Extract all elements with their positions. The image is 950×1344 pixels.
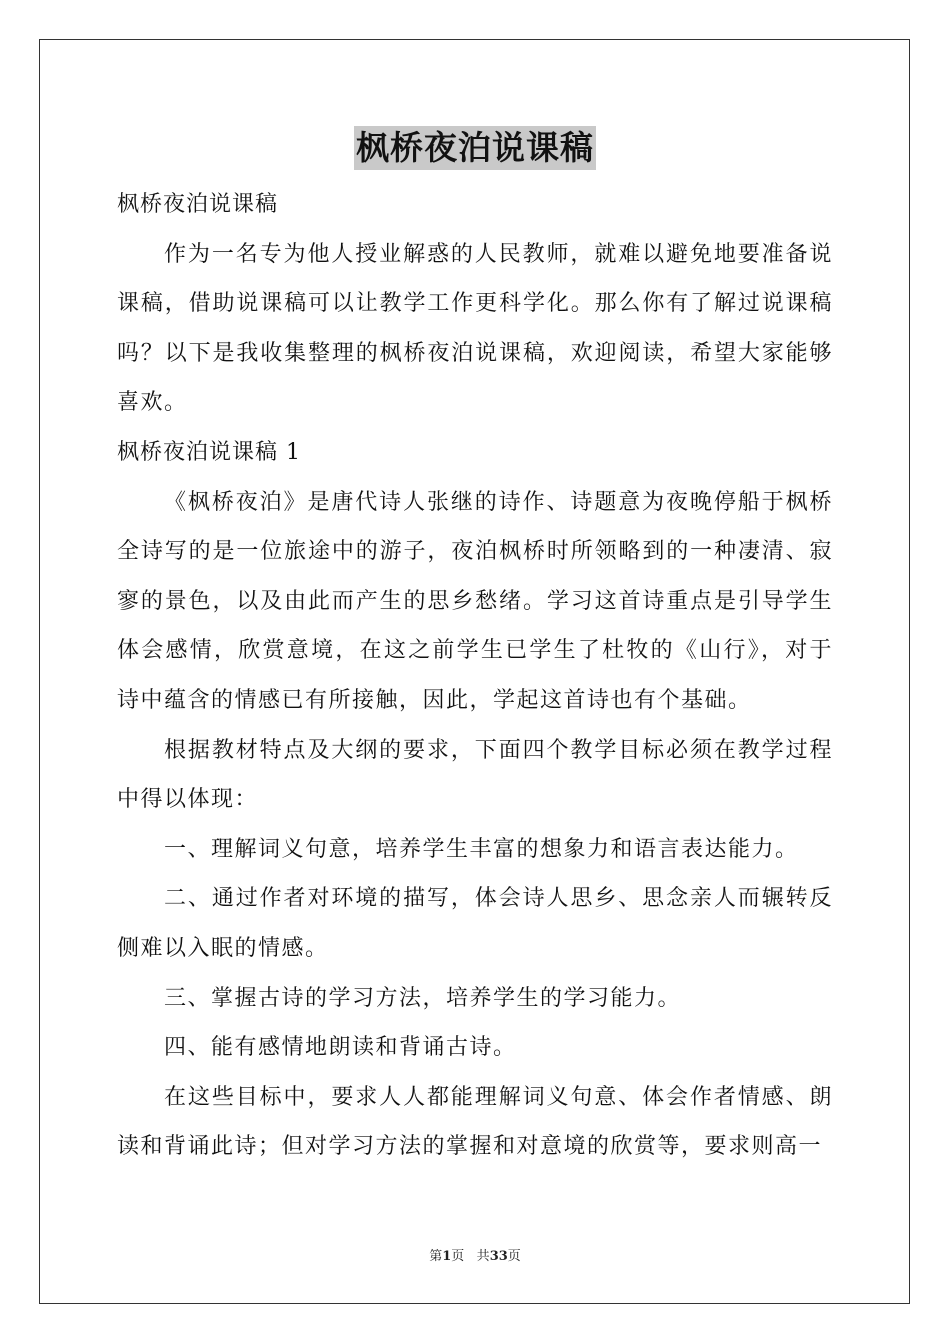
goal-item: 二、通过作者对环境的描写，体会诗人思乡、思念亲人而辗转反侧难以入眠的情感。 — [117, 886, 833, 961]
goal-item: 四、能有感情地朗读和背诵古诗。 — [164, 1035, 517, 1061]
goal-item: 一、理解词义句意，培养学生丰富的想象力和语言表达能力。 — [164, 836, 799, 862]
page-prefix: 第 — [429, 1249, 443, 1264]
page-suffix: 页 — [451, 1249, 465, 1264]
total-pages: 33 — [489, 1249, 508, 1264]
section-heading: 枫桥夜泊说课稿 1 — [117, 439, 301, 465]
subtitle-paragraph: 枫桥夜泊说课稿 — [117, 192, 279, 217]
title-wrapper — [0, 126, 950, 170]
intro-paragraph: 作为一名专为他人授业解惑的人民教师，就难以避免地要准备说课稿，借助说课稿可以让教学工作更科学化。那么你有了解过说课稿吗？以下是我收集整理的枫桥夜泊说课稿，欢迎阅读，希望大家能够喜欢。 — [117, 241, 833, 416]
paragraph: 根据教材特点及大纲的要求，下面四个教学目标必须在教学过程中得以体现： — [117, 737, 833, 813]
page-footer — [0, 1245, 950, 1264]
total-suffix: 页 — [507, 1249, 521, 1264]
document-title: 枫桥夜泊说课稿 — [354, 126, 596, 170]
page-number: 1 — [442, 1249, 452, 1264]
paragraph: 《枫桥夜泊》是唐代诗人张继的诗作、诗题意为夜晚停船于枫桥全诗写的是一位旅途中的游子，夜泊枫桥时所领略到的一种凄清、寂寥的景色，以及由此而产生的思乡愁绪。学习这首诗重点是引导学生体会感情，欣赏意境，在这之前学生已学生了杜牧的《山行》，对于诗中蕴含的情感已有所接触，因此，学起这首诗也有个基础。 — [117, 489, 833, 713]
document-body — [117, 180, 833, 1172]
paragraph: 在这些目标中，要求人人都能理解词义句意、体会作者情感、朗读和背诵此诗；但对学习方法的掌握和对意境的欣赏等，要求则高一 — [117, 1084, 833, 1160]
goal-item: 三、掌握古诗的学习方法，培养学生的学习能力。 — [164, 985, 682, 1011]
total-prefix: 共 — [476, 1249, 490, 1264]
